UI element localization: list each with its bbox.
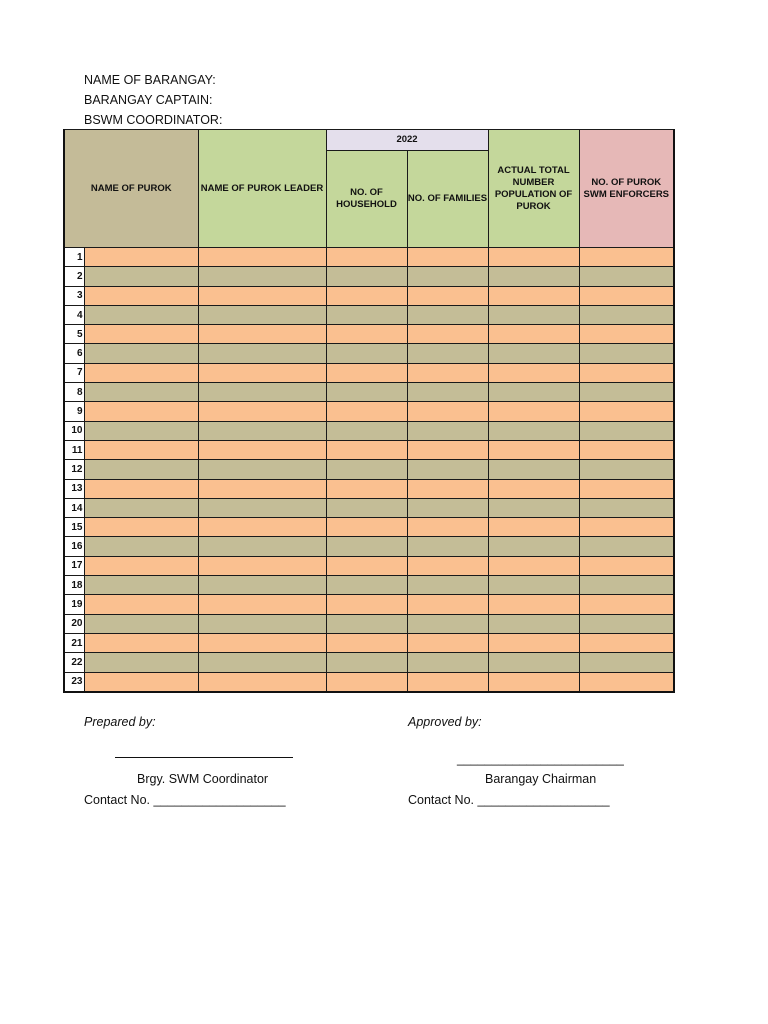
cell-families[interactable] (407, 325, 488, 344)
cell-purok-leader[interactable] (198, 363, 326, 382)
cell-enforcers[interactable] (579, 344, 674, 363)
row-number: 14 (64, 498, 84, 517)
cell-enforcers[interactable] (579, 576, 674, 595)
col-header-year: 2022 (326, 130, 488, 151)
col-header-families: NO. OF FAMILIES (407, 151, 488, 248)
table-row (64, 653, 674, 672)
cell-enforcers[interactable] (579, 305, 674, 324)
cell-enforcers[interactable] (579, 402, 674, 421)
cell-enforcers[interactable] (579, 518, 674, 537)
table-row (64, 421, 674, 440)
cell-population[interactable] (488, 440, 579, 459)
cell-enforcers[interactable] (579, 363, 674, 382)
table-row (64, 537, 674, 556)
cell-enforcers[interactable] (579, 633, 674, 652)
table-row (64, 402, 674, 421)
cell-purok-name[interactable] (84, 672, 198, 692)
cell-population[interactable] (488, 286, 579, 305)
col-header-leader: NAME OF PUROK LEADER (198, 130, 326, 248)
cell-families[interactable] (407, 286, 488, 305)
approved-by-label: Approved by: (408, 715, 482, 729)
cell-purok-name[interactable] (84, 344, 198, 363)
table-row (64, 576, 674, 595)
table-row (64, 518, 674, 537)
cell-household[interactable] (326, 537, 407, 556)
cell-families[interactable] (407, 633, 488, 652)
cell-families[interactable] (407, 614, 488, 633)
row-number: 8 (64, 383, 84, 402)
table-row (64, 363, 674, 382)
cell-purok-name[interactable] (84, 614, 198, 633)
cell-population[interactable] (488, 556, 579, 575)
cell-purok-leader[interactable] (198, 595, 326, 614)
cell-purok-leader[interactable] (198, 672, 326, 692)
cell-families[interactable] (407, 576, 488, 595)
row-number: 15 (64, 518, 84, 537)
row-number: 22 (64, 653, 84, 672)
cell-enforcers[interactable] (579, 325, 674, 344)
prepared-contact: Contact No. ___________________ (84, 793, 286, 807)
cell-population[interactable] (488, 537, 579, 556)
cell-purok-leader[interactable] (198, 325, 326, 344)
cell-purok-leader[interactable] (198, 286, 326, 305)
bswm-coordinator-label: BSWM COORDINATOR: (84, 113, 223, 127)
prepared-signature-line (115, 757, 293, 758)
table-row (64, 614, 674, 633)
cell-enforcers[interactable] (579, 440, 674, 459)
row-number: 16 (64, 537, 84, 556)
cell-purok-name[interactable] (84, 460, 198, 479)
table-row (64, 248, 674, 267)
cell-household[interactable] (326, 363, 407, 382)
row-number: 5 (64, 325, 84, 344)
row-number: 23 (64, 672, 84, 692)
row-number: 13 (64, 479, 84, 498)
approved-signature-line: ________________________ (457, 752, 624, 766)
cell-purok-leader[interactable] (198, 305, 326, 324)
cell-purok-leader[interactable] (198, 421, 326, 440)
cell-purok-leader[interactable] (198, 479, 326, 498)
cell-population[interactable] (488, 672, 579, 692)
cell-enforcers[interactable] (579, 498, 674, 517)
cell-enforcers[interactable] (579, 614, 674, 633)
cell-household[interactable] (326, 614, 407, 633)
table-body (64, 248, 674, 692)
row-number: 1 (64, 248, 84, 267)
cell-purok-name[interactable] (84, 595, 198, 614)
row-number: 17 (64, 556, 84, 575)
cell-household[interactable] (326, 653, 407, 672)
cell-enforcers[interactable] (579, 286, 674, 305)
cell-purok-leader[interactable] (198, 267, 326, 286)
cell-purok-name[interactable] (84, 556, 198, 575)
purok-table (63, 129, 675, 693)
cell-household[interactable] (326, 325, 407, 344)
cell-enforcers[interactable] (579, 595, 674, 614)
row-number: 4 (64, 305, 84, 324)
row-number: 9 (64, 402, 84, 421)
cell-families[interactable] (407, 498, 488, 517)
cell-families[interactable] (407, 653, 488, 672)
cell-household[interactable] (326, 286, 407, 305)
cell-population[interactable] (488, 653, 579, 672)
cell-household[interactable] (326, 556, 407, 575)
cell-purok-leader[interactable] (198, 653, 326, 672)
cell-families[interactable] (407, 518, 488, 537)
cell-household[interactable] (326, 672, 407, 692)
table-row (64, 344, 674, 363)
cell-purok-name[interactable] (84, 537, 198, 556)
cell-enforcers[interactable] (579, 653, 674, 672)
cell-household[interactable] (326, 595, 407, 614)
row-number: 6 (64, 344, 84, 363)
cell-purok-leader[interactable] (198, 537, 326, 556)
cell-household[interactable] (326, 576, 407, 595)
cell-purok-name[interactable] (84, 248, 198, 267)
cell-population[interactable] (488, 325, 579, 344)
cell-population[interactable] (488, 363, 579, 382)
cell-families[interactable] (407, 383, 488, 402)
cell-household[interactable] (326, 383, 407, 402)
cell-purok-leader[interactable] (198, 518, 326, 537)
table-row (64, 305, 674, 324)
cell-enforcers[interactable] (579, 421, 674, 440)
cell-enforcers[interactable] (579, 248, 674, 267)
cell-purok-name[interactable] (84, 325, 198, 344)
cell-enforcers[interactable] (579, 479, 674, 498)
cell-purok-leader[interactable] (198, 248, 326, 267)
cell-population[interactable] (488, 595, 579, 614)
cell-purok-leader[interactable] (198, 556, 326, 575)
approved-contact: Contact No. ___________________ (408, 793, 610, 807)
cell-household[interactable] (326, 305, 407, 324)
table-row (64, 383, 674, 402)
cell-families[interactable] (407, 595, 488, 614)
cell-enforcers[interactable] (579, 672, 674, 692)
col-header-enforcers: NO. OF PUROK SWM ENFORCERS (579, 130, 674, 248)
cell-purok-name[interactable] (84, 421, 198, 440)
cell-purok-name[interactable] (84, 440, 198, 459)
table-row (64, 479, 674, 498)
cell-household[interactable] (326, 479, 407, 498)
cell-household[interactable] (326, 267, 407, 286)
row-number: 21 (64, 633, 84, 652)
cell-families[interactable] (407, 267, 488, 286)
cell-purok-name[interactable] (84, 305, 198, 324)
cell-purok-leader[interactable] (198, 576, 326, 595)
cell-purok-name[interactable] (84, 653, 198, 672)
cell-purok-leader[interactable] (198, 440, 326, 459)
prepared-by-label: Prepared by: (84, 715, 156, 729)
row-number: 12 (64, 460, 84, 479)
cell-population[interactable] (488, 248, 579, 267)
cell-enforcers[interactable] (579, 537, 674, 556)
row-number: 19 (64, 595, 84, 614)
row-number: 18 (64, 576, 84, 595)
cell-household[interactable] (326, 248, 407, 267)
cell-household[interactable] (326, 402, 407, 421)
cell-purok-name[interactable] (84, 402, 198, 421)
cell-families[interactable] (407, 344, 488, 363)
table-row (64, 460, 674, 479)
cell-families[interactable] (407, 248, 488, 267)
form-header (84, 70, 222, 130)
cell-household[interactable] (326, 440, 407, 459)
cell-enforcers[interactable] (579, 267, 674, 286)
cell-population[interactable] (488, 402, 579, 421)
row-number: 11 (64, 440, 84, 459)
cell-population[interactable] (488, 305, 579, 324)
table-row (64, 498, 674, 517)
table-row (64, 440, 674, 459)
cell-families[interactable] (407, 460, 488, 479)
col-header-population: ACTUAL TOTAL NUMBER POPULATION OF PUROK (488, 130, 579, 248)
col-header-purok: NAME OF PUROK (64, 130, 198, 248)
cell-population[interactable] (488, 421, 579, 440)
cell-families[interactable] (407, 537, 488, 556)
cell-population[interactable] (488, 498, 579, 517)
cell-purok-leader[interactable] (198, 498, 326, 517)
cell-purok-name[interactable] (84, 518, 198, 537)
cell-population[interactable] (488, 633, 579, 652)
cell-population[interactable] (488, 479, 579, 498)
table-row (64, 267, 674, 286)
row-number: 3 (64, 286, 84, 305)
cell-families[interactable] (407, 421, 488, 440)
cell-purok-name[interactable] (84, 286, 198, 305)
table-row (64, 595, 674, 614)
cell-purok-leader[interactable] (198, 383, 326, 402)
cell-household[interactable] (326, 460, 407, 479)
table-row (64, 325, 674, 344)
cell-purok-name[interactable] (84, 633, 198, 652)
cell-purok-name[interactable] (84, 267, 198, 286)
cell-purok-name[interactable] (84, 479, 198, 498)
cell-purok-leader[interactable] (198, 614, 326, 633)
col-header-household: NO. OF HOUSEHOLD (326, 151, 407, 248)
prepared-title: Brgy. SWM Coordinator (137, 772, 269, 786)
row-number: 20 (64, 614, 84, 633)
cell-purok-leader[interactable] (198, 460, 326, 479)
row-number: 10 (64, 421, 84, 440)
cell-purok-name[interactable] (84, 498, 198, 517)
cell-population[interactable] (488, 460, 579, 479)
table-row (64, 286, 674, 305)
cell-families[interactable] (407, 479, 488, 498)
row-number: 2 (64, 267, 84, 286)
barangay-captain-label: BARANGAY CAPTAIN: (84, 93, 213, 107)
cell-enforcers[interactable] (579, 556, 674, 575)
cell-household[interactable] (326, 421, 407, 440)
cell-families[interactable] (407, 402, 488, 421)
cell-families[interactable] (407, 556, 488, 575)
cell-families[interactable] (407, 672, 488, 692)
cell-population[interactable] (488, 614, 579, 633)
cell-purok-name[interactable] (84, 576, 198, 595)
cell-families[interactable] (407, 440, 488, 459)
cell-household[interactable] (326, 633, 407, 652)
cell-purok-leader[interactable] (198, 344, 326, 363)
table-row (64, 633, 674, 652)
cell-population[interactable] (488, 576, 579, 595)
cell-population[interactable] (488, 267, 579, 286)
approved-title: Barangay Chairman (485, 772, 597, 786)
barangay-name-label: NAME OF BARANGAY: (84, 73, 216, 87)
cell-household[interactable] (326, 498, 407, 517)
cell-population[interactable] (488, 383, 579, 402)
cell-population[interactable] (488, 518, 579, 537)
cell-enforcers[interactable] (579, 383, 674, 402)
cell-enforcers[interactable] (579, 460, 674, 479)
cell-household[interactable] (326, 344, 407, 363)
cell-purok-leader[interactable] (198, 633, 326, 652)
cell-families[interactable] (407, 305, 488, 324)
row-number: 7 (64, 363, 84, 382)
cell-purok-name[interactable] (84, 363, 198, 382)
table-row (64, 556, 674, 575)
cell-families[interactable] (407, 363, 488, 382)
cell-purok-leader[interactable] (198, 402, 326, 421)
cell-household[interactable] (326, 518, 407, 537)
cell-purok-name[interactable] (84, 383, 198, 402)
table-row (64, 672, 674, 692)
cell-population[interactable] (488, 344, 579, 363)
